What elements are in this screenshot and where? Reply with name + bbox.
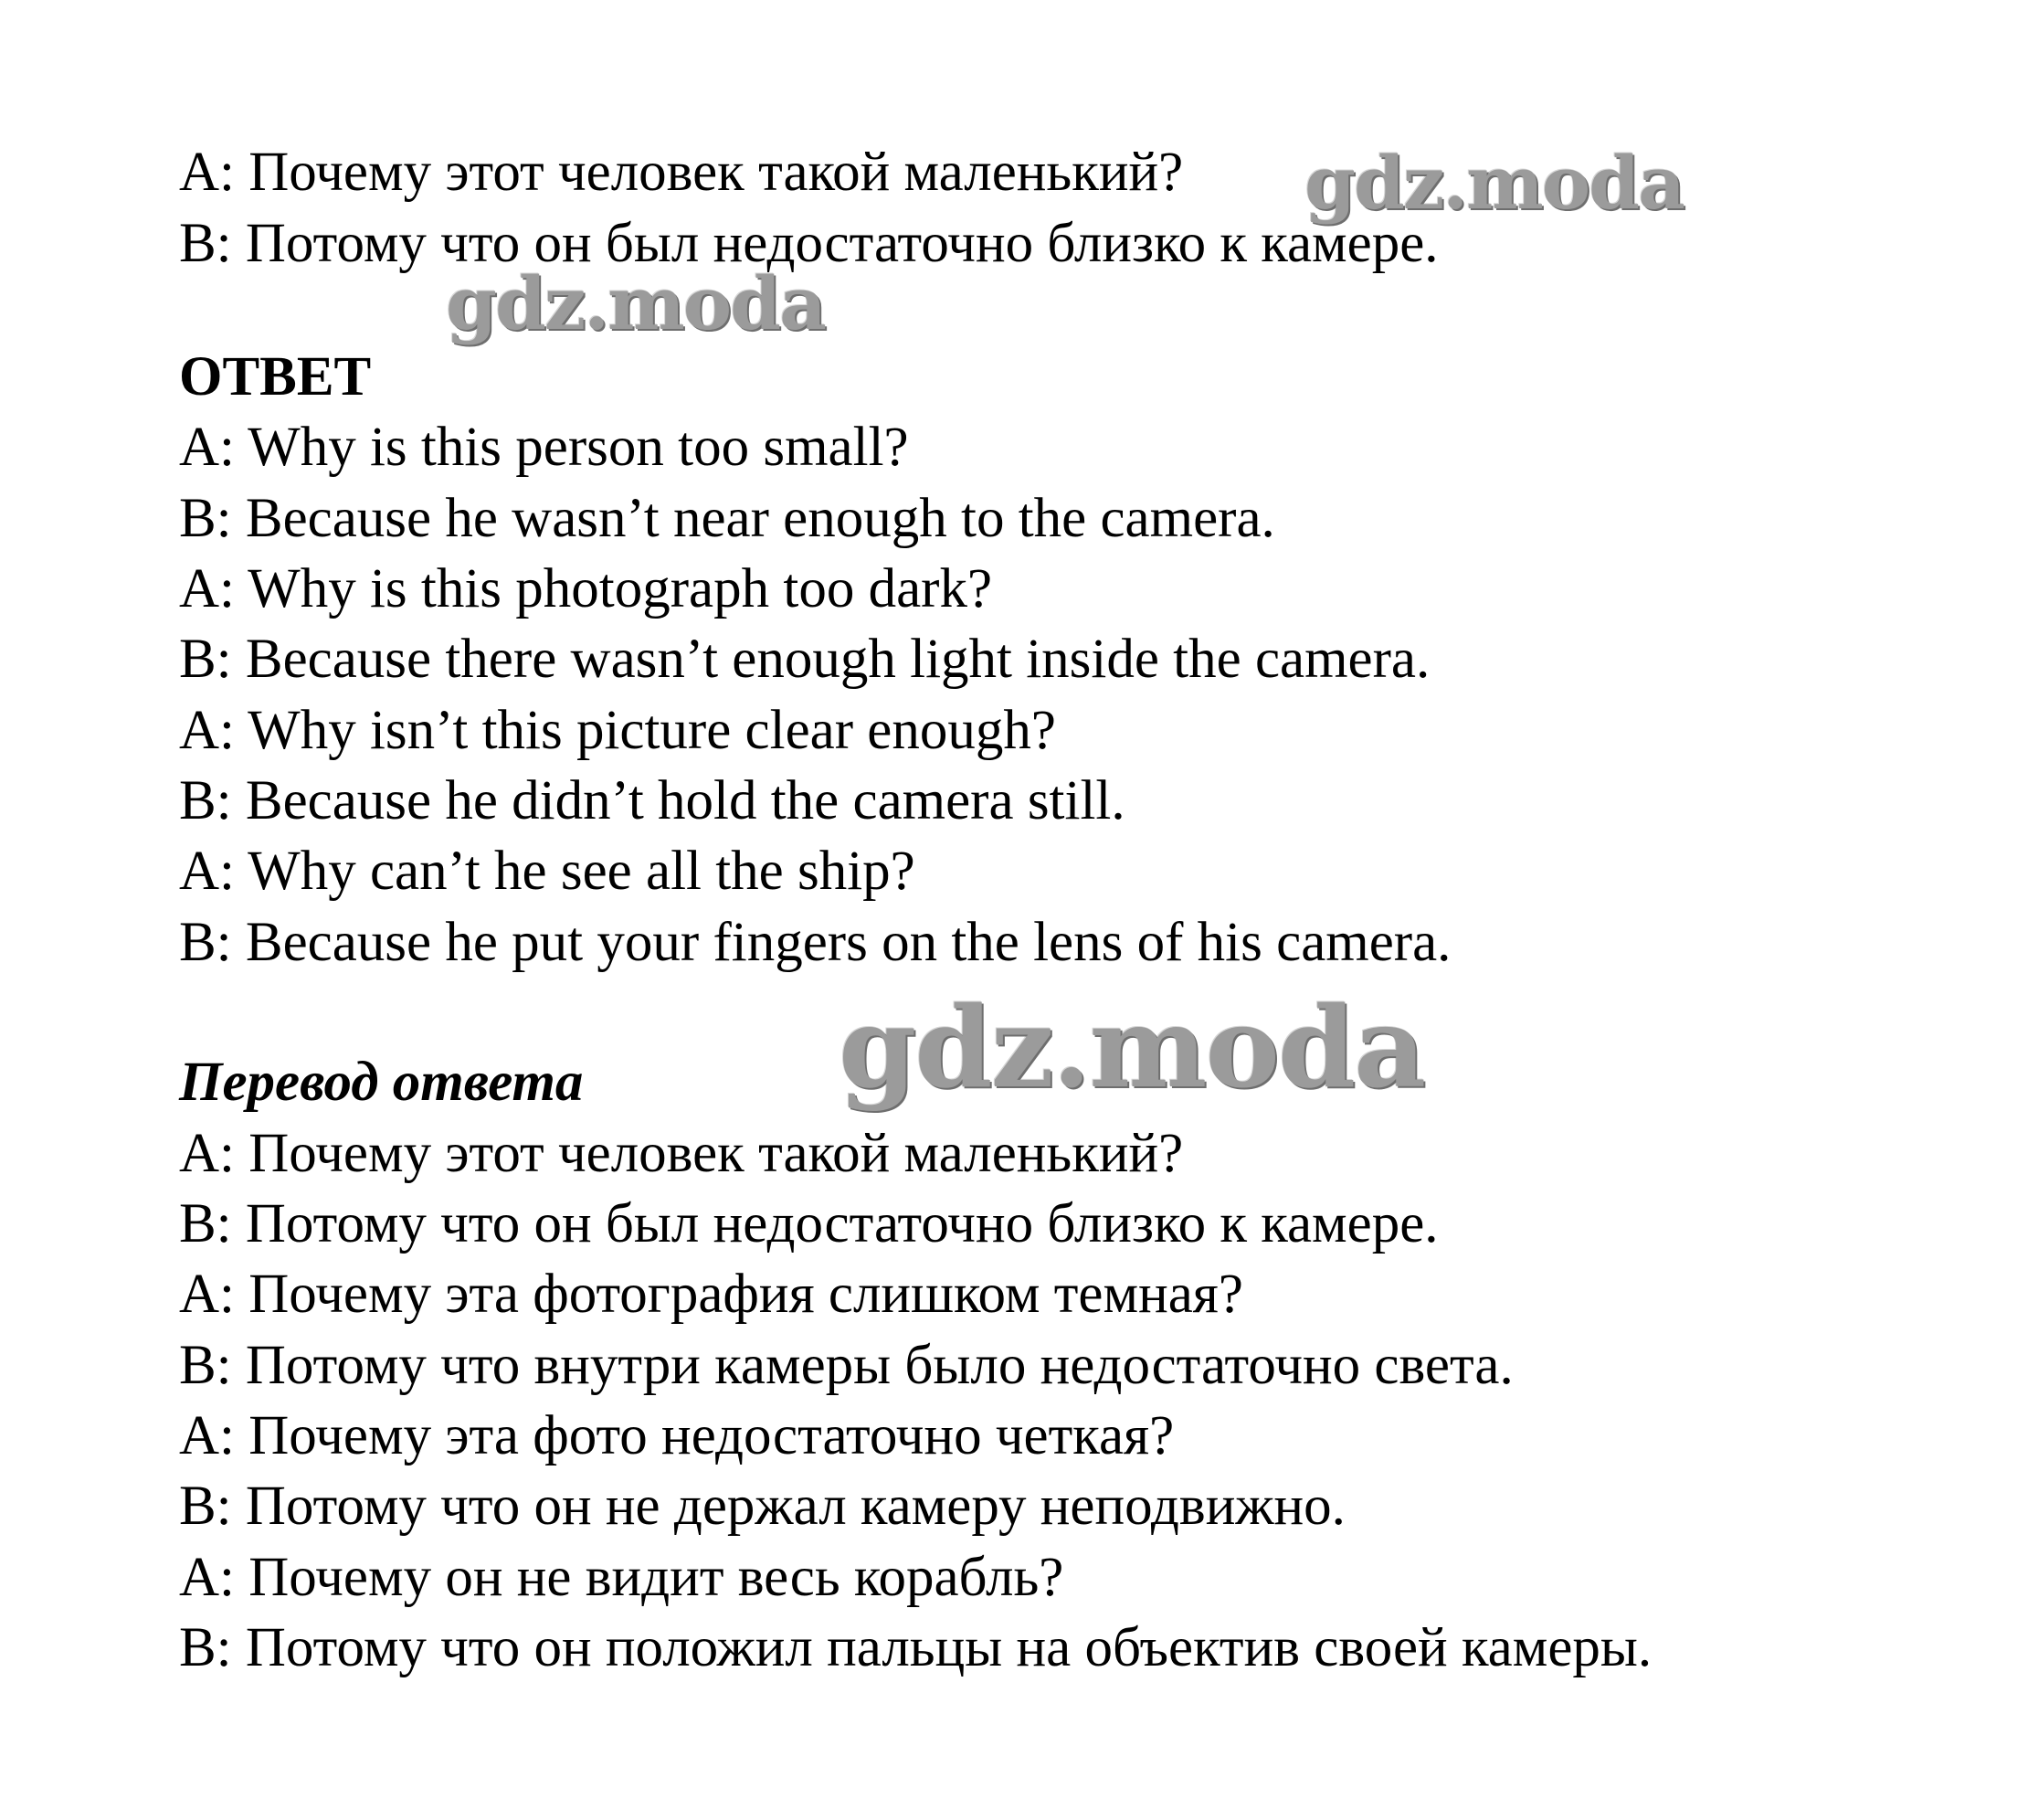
- watermark-logo-3: gdz.moda: [839, 981, 1425, 1113]
- intro-line-1: A: Почему этот человек такой маленький?: [179, 142, 1184, 203]
- answer-line-7: A: Why can’t he see all the ship?: [179, 841, 915, 902]
- translation-line-2: B: Потому что он был недостаточно близко к камере.: [179, 1193, 1439, 1254]
- answer-line-3: A: Why is this photograph too dark?: [179, 558, 993, 619]
- answer-line-6: B: Because he didn’t hold the camera still.: [179, 770, 1125, 831]
- answer-line-5: A: Why isn’t this picture clear enough?: [179, 700, 1056, 761]
- translation-line-6: B: Потому что он не держал камеру неподвижно.: [179, 1476, 1346, 1537]
- watermark-logo-2: gdz.moda: [446, 260, 825, 346]
- translation-line-4: B: Потому что внутри камеры было недостаточно света.: [179, 1335, 1514, 1396]
- translation-line-1: A: Почему этот человек такой маленький?: [179, 1123, 1184, 1184]
- answer-line-8: B: Because he put your fingers on the lens of his camera.: [179, 912, 1452, 973]
- translation-line-3: A: Почему эта фотография слишком темная?: [179, 1264, 1243, 1325]
- translation-heading: Перевод ответа: [179, 1052, 584, 1113]
- watermark-logo-1: gdz.moda: [1304, 140, 1684, 226]
- translation-line-7: A: Почему он не видит весь корабль?: [179, 1547, 1064, 1608]
- intro-line-2: B: Потому что он был недостаточно близко к камере.: [179, 213, 1439, 274]
- translation-line-5: A: Почему эта фото недостаточно четкая?: [179, 1405, 1175, 1466]
- translation-line-8: B: Потому что он положил пальцы на объектив своей камеры.: [179, 1617, 1653, 1678]
- answer-line-1: A: Why is this person too small?: [179, 417, 909, 478]
- answer-line-2: B: Because he wasn’t near enough to the camera.: [179, 488, 1275, 549]
- answer-heading: ОТВЕТ: [179, 346, 372, 407]
- answer-line-4: B: Because there wasn’t enough light inside the camera.: [179, 629, 1431, 690]
